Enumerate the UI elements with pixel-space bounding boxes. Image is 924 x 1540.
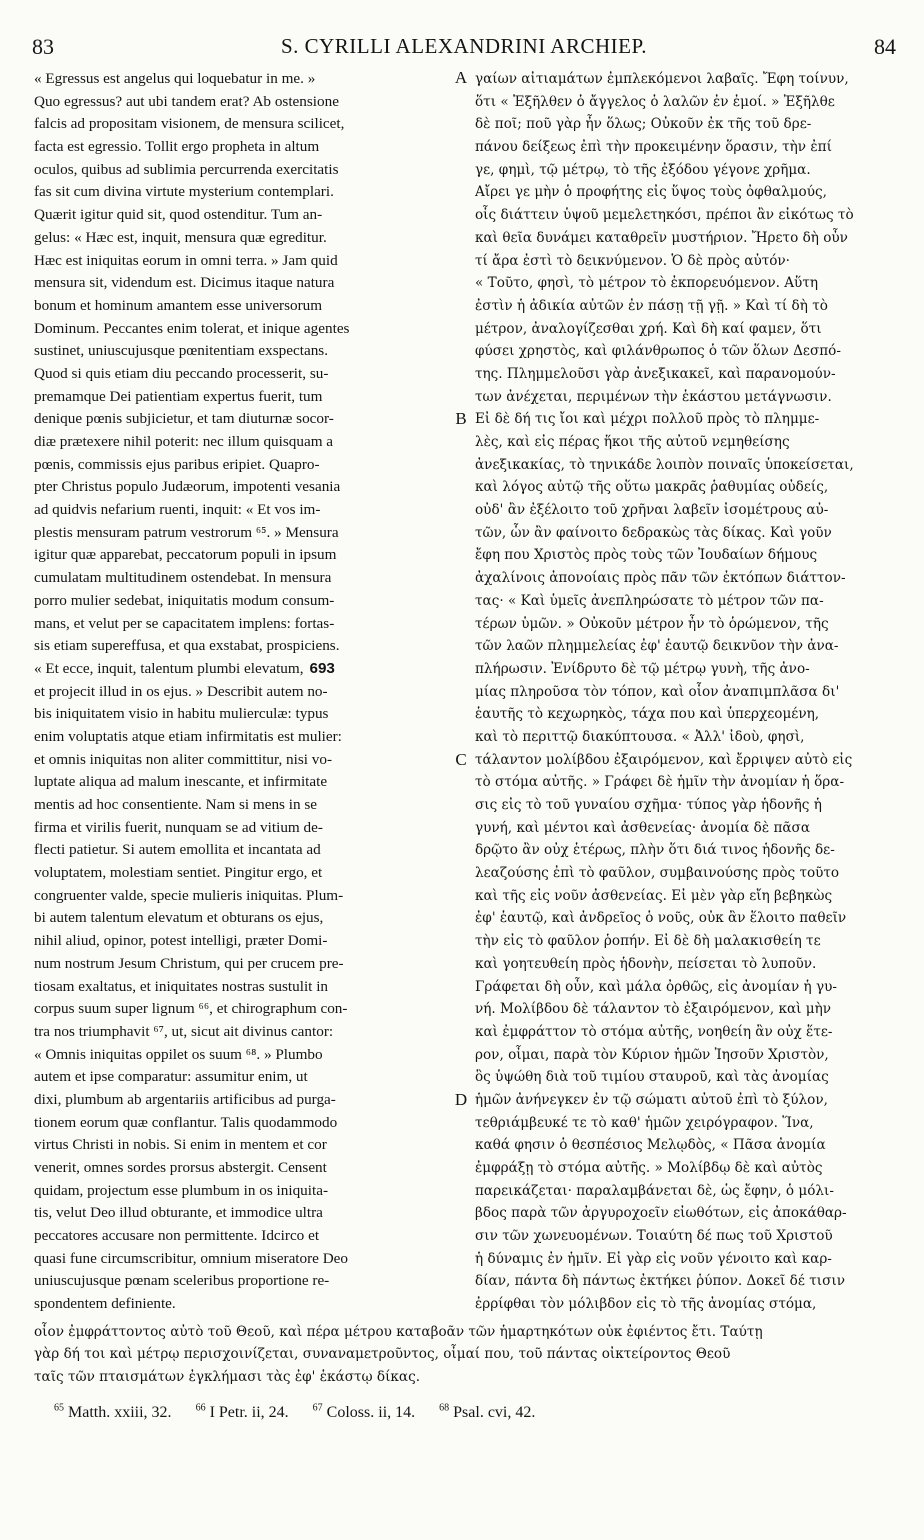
greek-text-line: γαίων αἰτιαμάτων ἐμπλεκόμενοι λαβαῖς. Ἔφη τοίνυν, <box>475 71 849 87</box>
greek-text-line: ὅτι « Ἐξῆλθεν ὁ ἄγγελος ὁ λαλῶν ἐν ἐμοί. » Ἐξῆλθε <box>475 93 835 110</box>
latin-text-line: autem et ipse comparatur: assumitur enim, ut <box>34 1068 308 1086</box>
latin-text-line: « Omnis iniquitas oppilet os suum ⁶⁸. » Plumbo <box>34 1045 323 1063</box>
latin-text-line: denique pœnis subjicietur, et tam diuturnæ socor- <box>34 410 334 428</box>
greek-text-line: καὶ γοητευθείη πρὸς ἡδονὴν, πείσεται τὸ λυποῦν. <box>475 955 817 972</box>
latin-text-line: num nostrum Jesum Christum, qui per crucem pre- <box>34 954 344 972</box>
latin-text-line: falcis ad propositam visionem, de mensura scilicet, <box>34 115 345 133</box>
latin-text-line: mans, et velut per se capacitatem implens: fortas- <box>34 614 335 632</box>
greek-text-line: δρῷτο ἂν οὐχ ἑτέρως, πλὴν ὅτι διά τινος ἡδονῆς δε- <box>475 842 835 859</box>
greek-text-line: τὴν εἰς τὸ φαῦλον ῥοπήν. Εἰ δὲ δὴ μαλακισθείη τε <box>475 933 821 950</box>
greek-text-line: λὲς, καὶ εἰς πέρας ἥκοι τῆς αὐτοῦ νεμηθείσης <box>475 434 790 450</box>
greek-text-line: ὃς ὑψώθη διὰ τοῦ τιμίου σταυροῦ, καὶ τὰς ἀνομίας <box>475 1069 829 1086</box>
latin-text-line: quasi fune circumscribitur, omnium miseratore Deo <box>34 1249 349 1267</box>
section-marker-c: C <box>455 750 467 769</box>
page-number-left: 83 <box>32 34 54 59</box>
page-header <box>32 34 896 60</box>
latin-text-line: mentis ad hoc consentiente. Nam si mens in se <box>34 796 318 813</box>
latin-text-line: bi autem talentum elevatum et obturans os ejus, <box>34 909 324 927</box>
latin-text-line: sustinet, uniuscujusque pœnitentiam exspectans. <box>34 342 328 360</box>
latin-text-line: tiosam exaltatus, et iniquitates nostras sustulit in <box>34 977 329 995</box>
latin-text-line: dixi, plumbum ab argentariis artificibus ad purga- <box>34 1090 336 1108</box>
greek-text-line: δὲ ποῖ; ποῦ γὰρ ἦν ὅλως; Οὐκοῦν ἐκ τῆς τοῦ δρε- <box>475 116 812 133</box>
greek-text-line: ἐμφράξῃ τὸ στόμα αὐτῆς. » Μολίβδῳ δὲ καὶ αὐτὸς <box>475 1160 823 1176</box>
footnote-number: 67 <box>312 1402 323 1414</box>
footnote-text: Psal. cvi, 42. <box>453 1403 536 1421</box>
greek-text-line: καὶ ἐμφράττον τὸ στόμα αὐτῆς, νοηθείη ἂν οὐχ ἕτε- <box>475 1023 833 1040</box>
latin-text-line: ad quidvis nefarium ruenti, inquit: « Et vos im- <box>34 501 321 519</box>
latin-text-line: voluptatem, molestiam sentiet. Pingitur ergo, et <box>34 864 323 882</box>
greek-text-line: ἐστὶν ἡ ἀδικία αὐτῶν ἐν πάσῃ τῇ γῇ. » Καὶ τί δὴ τὸ <box>475 297 828 314</box>
greek-text-line: καὶ τῆς εἰς νοῦν ἀσθενείας. Εἰ μὲν γὰρ εἴη βεβηκὼς <box>475 887 833 904</box>
latin-text-line: igitur quæ apparebat, peccatorum populi in ipsum <box>34 546 337 564</box>
latin-text-line: bis iniquitatem visio in habitu mulierculæ: typus <box>34 705 329 723</box>
latin-text-line: virtus Christi in nobis. Si enim in mentem et cor <box>34 1136 327 1154</box>
greek-text-line: φύσει χρηστὸς, καὶ φιλάνθρωπος ὁ τῶν ὅλων Δεσπό- <box>475 343 841 360</box>
greek-text-line: καὶ θεῖα δυνάμει καταθρεῖν μυστήριον. Ἤρετο δὴ οὖν <box>475 229 848 246</box>
greek-text-line: των ἀνέχεται, περιμένων τὴν ἑκάστου μετάγνωσιν. <box>475 388 832 405</box>
latin-text-line: peccatores accusare non permittente. Idcirco et <box>34 1227 320 1245</box>
footnote-number: 65 <box>54 1402 64 1414</box>
footnote <box>439 1404 535 1421</box>
greek-text-line: λεαζούσης ἐπὶ τὸ φαῦλον, συμβαινούσης πρὸς τοῦτο <box>475 865 840 882</box>
latin-text-line: gelus: « Hæc est, inquit, mensura quæ egreditur. <box>34 228 327 246</box>
latin-text-line: pœnis, commissis ejus paribus eripiet. Quapro- <box>34 455 320 473</box>
latin-text-line: venerit, omnes sordes prorsus abstergit. Censent <box>34 1159 327 1176</box>
greek-text-line: ἡμῶν ἀνήνεγκεν ἐν τῷ σώματι αὐτοῦ ἐπὶ τὸ ξύλον, <box>475 1091 828 1108</box>
latin-text-line: fas sit cum divina virtute mysterium contemplari. <box>34 183 334 201</box>
greek-text-line: καὶ λόγος αὐτῷ τῆς οὕτω μακρᾶς ῥαθυμίας οὐδείς, <box>475 479 829 496</box>
page-number-right: 84 <box>874 34 896 59</box>
greek-text-line: γε, φημὶ, τῷ μέτρῳ, τὸ τῆς ἐξόδου γέγονε χρῆμα. <box>475 161 811 178</box>
greek-text-line: τέρων ὑμῶν. » Οὐκοῦν μέτρον ἦν τὸ ὁρώμενον, τῆς <box>475 615 829 632</box>
greek-text-line: ἐρρίφθαι τὸν μόλιβδον εἰς τὸ τῆς ἀνομίας στόμα, <box>475 1296 817 1313</box>
latin-text-line: uniuscujusque pœnam sceleribus proportione re- <box>34 1272 330 1290</box>
full-width-text-line: οἷον ἐμφράττοντος αὐτὸ τοῦ Θεοῦ, καὶ πέρα μέτρου καταβοᾶν τῶν ἡμαρτηκότων οὐκ ἐφιέντος ἔτι. Ταύτῃ <box>34 1323 763 1340</box>
latin-text-line: Hæc est iniquitas eorum in omni terra. » Jam quid <box>34 251 338 269</box>
latin-text-line: congruenter valde, specie mulieris iniquitas. Plum- <box>34 886 344 904</box>
footnote <box>196 1404 289 1421</box>
full-width-paragraph <box>34 1321 890 1389</box>
greek-text-line: Γράφεται δὴ οὖν, καὶ μάλα ὀρθῶς, εἰς ἀνομίαν ἡ γυ- <box>475 978 837 995</box>
greek-text-line: καθά φησιν ὁ θεσπέσιος Μελῳδὸς, « Πᾶσα ἀνομία <box>475 1137 826 1154</box>
greek-text-line: ἀχαλίνοις ἀπονοίαις πρὸς πᾶν τῶν ἐκτόπων διάττον- <box>475 570 846 587</box>
latin-text-line: pter Christus populo Judæorum, impotenti vesania <box>34 478 341 496</box>
latin-text-line: plestis mensuram patrum vestrorum ⁶⁵. » Mensura <box>34 523 339 541</box>
latin-text-line: mensura sit, videndum est. Dicimus itaque natura <box>34 274 335 292</box>
latin-text-line: et omnis iniquitas non aliter committitur, nisi vo- <box>34 750 333 768</box>
latin-text-line: flecti patietur. Si autem emollita et incantata ad <box>34 841 321 859</box>
latin-text-line: « Egressus est angelus qui loquebatur in me. » <box>34 70 316 87</box>
section-marker-a: A <box>454 68 468 87</box>
latin-text-line: diæ prætexere nihil poterit: nec illum quisquam a <box>34 433 334 450</box>
latin-text-line: tionem eorum quæ conflantur. Talis quodammodo <box>34 1113 338 1131</box>
latin-column <box>34 68 448 1323</box>
latin-text-line: spondentem definiente. <box>34 1295 176 1313</box>
greek-text-line: τεθριάμβευκέ τε τὸ καθ' ἡμῶν χειρόγραφον. Ἵνα, <box>475 1114 814 1131</box>
footnotes <box>54 1403 874 1422</box>
greek-text-line: Αἴρει γε μὴν ὁ προφήτης εἰς ὕψος τοὺς ὀφθαλμούς, <box>475 184 827 201</box>
latin-text-line: luptate aliqua ad malum inescante, et infirmitate <box>34 773 328 791</box>
greek-text-line: μίας πληροῦσα τὸν τόπον, καὶ οἷον ἀναπιμπλᾶσα δι' <box>475 683 840 700</box>
greek-text-line: σιν τῶν χωνευομένων. Τοιαύτη δέ πως τοῦ Χριστοῦ <box>475 1228 833 1245</box>
latin-text-line: facta est egressio. Tollit ergo propheta in altum <box>34 138 320 156</box>
latin-text-line: « Et ecce, inquit, talentum plumbi elevatum, 693 <box>34 659 335 677</box>
latin-text-line: Quod si quis etiam diu peccando processerit, su- <box>34 364 329 382</box>
footnote-number: 66 <box>195 1402 206 1414</box>
latin-text-line: et projecit illud in os ejus. » Describit autem no- <box>34 682 328 700</box>
latin-text-line: nihil aliud, opinor, potest intelligi, præter Domi- <box>34 932 328 950</box>
greek-text-line: παρεικάζεται· παραλαμβάνεται δὲ, ὡς ἔφην, ὁ μόλι- <box>475 1182 834 1199</box>
latin-text-line: firma et virilis fuerit, nunquam se ad vitium de- <box>34 818 323 836</box>
greek-text-line: ἀνεξικακίας, τὸ τηνικάδε λοιπὸν ποιναῖς ὑποκείσεται, <box>475 456 854 473</box>
greek-text-line: καὶ τὸ περιττῷ διακύπτουσα. « Ἀλλ' ἰδοὺ, φησὶ, <box>475 728 805 745</box>
latin-text-line: premamque Dei patientiam expertus fuerit, tum <box>34 387 323 405</box>
greek-text-line: δίαν, πάντα δὴ πάντως ἐκτήκει ῥύπον. Δοκεῖ δέ τισιν <box>475 1273 845 1290</box>
greek-text-line: οἷς διάττειν ὑψοῦ μεμελετηκόσι, πρέποι ἂν εἰκότως τὸ <box>475 207 854 224</box>
latin-text-line: Quo egressus? aut ubi tandem erat? Ab ostensione <box>34 92 339 110</box>
latin-text-line: Quærit igitur quid sit, quod ostenditur. Tum an- <box>34 206 323 224</box>
greek-text-line: της. Πλημμελοῦσι γὰρ ἀνεξικακεῖ, καὶ παρανομούν- <box>475 365 836 382</box>
greek-text-line: μέτρον, ἀναλογίζεσθαι χρή. Καὶ δὴ καί φαμεν, ὅτι <box>475 320 822 337</box>
column-number: 693 <box>309 659 335 677</box>
greek-text-line: ἐφ' ἑαυτῷ, καὶ ἀνδρεῖος ὁ νοῦς, οὐκ ἂν ἕλοιτο παθεῖν <box>475 910 847 927</box>
latin-text-line: Dominum. Peccantes enim tolerat, et inique agentes <box>34 319 350 337</box>
greek-text-line: Εἰ δὲ δή τις ἴοι καὶ μέχρι πολλοῦ πρὸς τὸ πλημμε- <box>475 411 820 428</box>
latin-text-line: bonum et hominum amantem esse universorum <box>34 296 323 314</box>
greek-text-line: ἡ δύναμις ἐν ἡμῖν. Εἰ γὰρ εἰς νοῦν γένοιτο καὶ καρ- <box>475 1250 832 1267</box>
greek-text-line: τῶν λαῶν πλημμελείας ἐφ' ἑαυτῷ δεικνῦον τὴν ἀνα- <box>475 638 839 655</box>
latin-text-line: porro mulier sedebat, iniquitatis modum consum- <box>34 591 335 609</box>
footnote-number: 68 <box>439 1402 450 1414</box>
latin-text-line: tis, velut Deo illud obturante, et immodice ultra <box>34 1204 323 1222</box>
latin-text-line: tra nos triumphavit ⁶⁷, ut, sicut ait divinus cantor: <box>34 1022 334 1040</box>
latin-text-line: corpus suum super lignum ⁶⁶, et chirographum con- <box>34 1000 348 1018</box>
greek-text-line: ἑαυτῆς τὸ κεχωρηκὸς, τάχα που καὶ ὑπερχεομένη, <box>475 706 820 723</box>
greek-text-line: τὸ στόμα αὐτῆς. » Γράφει δὲ ἡμῖν τὴν ἀνομίαν ἡ ὅρα- <box>475 774 845 791</box>
greek-text-line: γυνή, καὶ μέντοι καὶ ἀσθενείας· ἀνομία δὲ πᾶσα <box>475 819 811 836</box>
greek-text-line: τας· « Καὶ ὑμεῖς ἀνεπληρώσατε τὸ μέτρον τῶν πα- <box>475 592 824 609</box>
greek-text-line: τί ἄρα ἐστὶ τὸ δεικνύμενον. Ὁ δὲ πρὸς αὐτόν· <box>475 252 791 269</box>
greek-text-line: σις εἰς τὸ τοῦ γυναίου σχῆμα· τύπος γὰρ ἡδονῆς ἡ <box>475 797 822 813</box>
footnote-text: I Petr. ii, 24. <box>209 1403 289 1421</box>
greek-text-line: « Τοῦτο, φησὶ, τὸ μέτρον τὸ ἐκπορευόμενον. Αὕτη <box>475 275 818 292</box>
greek-text-line: τάλαντον μολίβδου ἐξαιρόμενον, καὶ ἔρριψεν αὐτὸ εἰς <box>475 751 853 768</box>
greek-text-line: πάνου δείξεως ἐπὶ τὴν προκειμένην ὅρασιν, τὴν ἐπί <box>475 139 832 156</box>
footnote <box>313 1404 415 1421</box>
section-marker-b: B <box>455 409 467 428</box>
latin-text-line: enim voluptatis atque etiam infirmitatis est mulier: <box>34 727 342 745</box>
latin-text-line: cumulatam multitudinem ostendebat. In mensura <box>34 569 332 587</box>
latin-text-line: quidam, projectum esse plumbum in os iniquita- <box>34 1181 329 1199</box>
greek-text-line: οὐδ' ἂν ἐξέλοιτο τοῦ χρῆναι λαβεῖν ἰσομέτρους αὐ- <box>475 502 829 519</box>
full-width-text-line: γὰρ δή τοι καὶ μέτρῳ περισχοινίζεται, συναναμετροῦντος, οἶμαί που, τοῦ πάντας οἰκτείροντος Θεοῦ <box>34 1346 731 1363</box>
greek-text-line: ἔφη που Χριστὸς πρὸς τοὺς τῶν Ἰουδαίων δήμους <box>475 547 818 564</box>
greek-text-line: πλήρωσιν. Ἐνίδρυτο δὲ τῷ μέτρῳ γυνὴ, τῆς ἀνο- <box>475 660 810 677</box>
two-column-body <box>0 68 924 1323</box>
latin-text-line: sis etiam supereffusa, et qua exstabat, prospiciens. <box>34 637 340 655</box>
latin-text-line: oculos, quibus ad sublimia percurrenda exercitatis <box>34 160 339 178</box>
footnote-text: Coloss. ii, 14. <box>326 1403 416 1421</box>
section-marker-d: D <box>454 1090 468 1109</box>
greek-text-line: νή. Μολίβδου δὲ τάλαντον τὸ ἐξαιρόμενον, καὶ μὴν <box>475 1001 832 1018</box>
greek-column <box>475 68 887 1323</box>
footnote <box>54 1404 172 1421</box>
running-title: S. CYRILLI ALEXANDRINI ARCHIEP. <box>280 34 648 58</box>
full-width-text-line: ταῖς τῶν πταισμάτων ἐγκλήμασι τὰς ἐφ' ἑκάστῳ δίκας. <box>34 1368 421 1385</box>
footnote-text: Matth. xxiii, 32. <box>68 1403 172 1421</box>
greek-text-line: ρον, οἶμαι, παρὰ τὸν Κύριον ἡμῶν Ἰησοῦν Χριστὸν, <box>475 1046 829 1063</box>
greek-text-line: τῶν, ὧν ἂν φαίνοιτο δεδρακὼς τὰς δίκας. Καὶ γοῦν <box>475 524 832 541</box>
greek-text-line: βδος παρὰ τῶν ἀργυροχοεῖν εἰωθότων, εἰς ἀποκάθαρ- <box>475 1205 847 1222</box>
